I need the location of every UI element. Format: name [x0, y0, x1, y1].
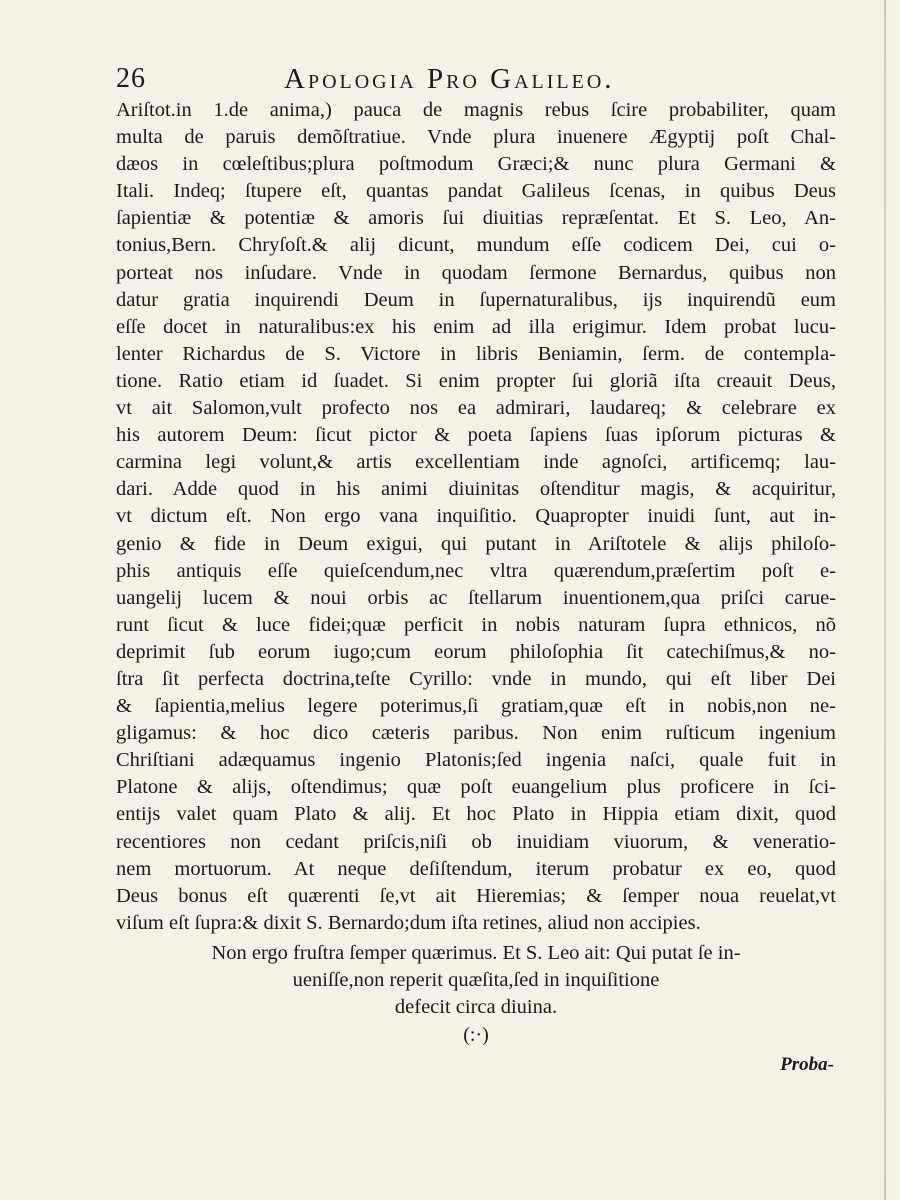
page-header: [116, 62, 836, 96]
signature-mark: (:·): [463, 1024, 489, 1046]
closing-paragraph: [116, 940, 836, 1021]
text-line: lenter Richardus de S. Victore in libris Beniamin, ſerm. de contempla-: [116, 342, 836, 365]
text-line: Platone & alijs, oſtendimus; quæ poſt euangelium plus proficere in ſci-: [116, 776, 836, 799]
text-line: multa de paruis demõſtratiue. Vnde plura inuenere Ægyptij poſt Chal-: [116, 126, 836, 149]
text-line: tonius,Bern. Chryſoſt.& alij dicunt, mundum eſſe codicem Dei, cui o-: [116, 234, 836, 257]
text-line: deprimit ſub eorum iugo;cum eorum philoſophia ſit catechiſmus,& no-: [116, 640, 836, 663]
text-line: recentiores non cedant priſcis,niſi ob inuidiam viuorum, & veneratio-: [116, 830, 836, 853]
text-line: vt ait Salomon,vult profecto nos ea admirari, laudareq; & celebrare ex: [116, 397, 836, 420]
body-text: [116, 97, 836, 937]
text-line: phis antiquis eſſe quieſcendum,nec vltra quærendum,præſertim poſt e-: [116, 559, 836, 582]
running-title: Apologia Pro Galileo.: [284, 63, 615, 95]
closing-line: ueniſſe,non reperit quæſita,ſed in inquiſitione: [292, 969, 660, 992]
text-line: vt dictum eſt. Non ergo vana inquiſitio. Quapropter inuidi ſunt, aut in-: [116, 505, 836, 528]
text-line: genio & fide in Deum exigui, qui putant in Ariſtotele & alijs philoſo-: [116, 532, 836, 555]
text-line: runt ſicut & luce fidei;quæ perficit in nobis naturam ſupra ethnicos, nõ: [116, 613, 836, 636]
text-line: ſapientiæ & potentiæ & amoris ſui diuitias repræſentat. Et S. Leo, An-: [116, 207, 836, 230]
text-line: dari. Adde quod in his animi diuinitas oſtenditur magis, & acquiritur,: [116, 478, 836, 501]
text-line: viſum eſt ſupra:& dixit S. Bernardo;dum iſta retines, aliud non accipies.: [116, 911, 701, 934]
text-line: porteat nos inſudare. Vnde in quodam ſermone Bernardus, quibus non: [116, 261, 836, 284]
text-line: tione. Ratio etiam id ſuadet. Si enim propter ſui gloriã iſta creauit Deus,: [116, 369, 836, 392]
text-line: & ſapientia,melius legere poterimus,ſi gratiam,quæ eſt in nobis,non ne-: [116, 695, 836, 718]
text-line: carmina legi volunt,& artis excellentiam inde agnoſci, artificemq; lau-: [116, 451, 836, 474]
catchword: Proba-: [780, 1054, 834, 1075]
text-line: gligamus: & hoc dico cæteris paribus. Non enim ruſticum ingenium: [116, 722, 836, 745]
text-line: nem mortuorum. At neque deſiſtendum, iterum probatur ex eo, quod: [116, 857, 836, 880]
closing-line: defecit circa diuina.: [394, 996, 558, 1019]
text-line: dæos in cœleſtibus;plura poſtmodum Græci;& nunc plura Germani &: [116, 153, 836, 176]
text-line: Itali. Indeq; ſtupere eſt, quantas pandat Galileus ſcenas, in quibus Deus: [116, 180, 836, 203]
text-line: eſſe docet in naturalibus:ex his enim ad illa erigimur. Idem probat lucu-: [116, 315, 836, 338]
closing-line: Non ergo fruſtra ſemper quærimus. Et S. Leo ait: Qui putat ſe in-: [211, 942, 741, 964]
text-line: datur gratia inquirendi Deum in ſupernaturalibus, ijs inquirendũ eum: [116, 288, 836, 311]
page-number: 26: [116, 63, 146, 94]
text-line: entijs valet quam Plato & alij. Et hoc Plato in Hippia etiam dixit, quod: [116, 803, 836, 826]
text-line: Deus bonus eſt quærenti ſe,vt ait Hieremias; & ſemper noua reuelat,vt: [116, 884, 836, 907]
text-line: Chriſtiani adæquamus ingenio Platonis;ſed ingenia naſci, quale fuit in: [116, 749, 836, 772]
text-line: uangelij lucem & noui orbis ac ſtellarum inuentionem,qua priſci carue-: [116, 586, 836, 609]
text-line: Ariſtot.in 1.de anima,) pauca de magnis rebus ſcire probabiliter, quam: [116, 99, 836, 121]
text-line: his autorem Deum: ſicut pictor & poeta ſapiens ſuas ipſorum picturas &: [116, 424, 836, 447]
text-line: ſtra ſit perfecta doctrina,teſte Cyrillo: vnde in mundo, qui eſt liber Dei: [116, 667, 836, 690]
page-edge: [884, 0, 886, 1200]
